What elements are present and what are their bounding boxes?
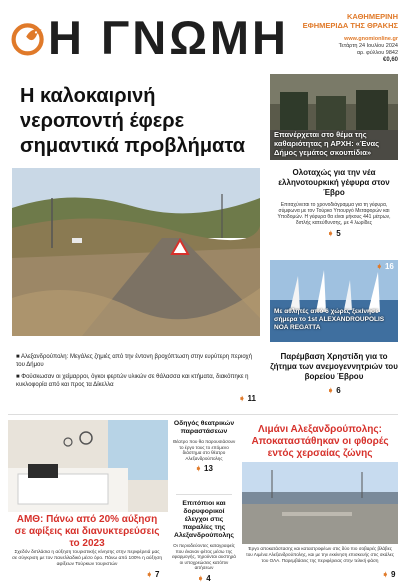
- theatre-summary: Θέατρο που θα παρουσιάσουν το έργο τους το επόμενο διάστημα στο θέατρο Αλεξανδρούπολης: [172, 439, 236, 461]
- issue-number: αρ. φύλλου 9842: [356, 50, 398, 56]
- arrow-icon: ➧: [238, 394, 246, 403]
- tourism-headline[interactable]: ΑΜΘ: Πάνω από 20% αύξηση σε αφίξεις και διανυκτερεύσεις το 2023: [14, 514, 160, 549]
- flooded-road-photo: [12, 168, 260, 336]
- regatta-page-ref[interactable]: [376, 262, 394, 271]
- issue-date: Τετάρτη 24 Ιουλίου 2024: [338, 43, 398, 49]
- port-summary: Έργο αποκατάστασης και καταστροφέων στις δύο πιο σοβαρές βλάβες του Λιμένα Αλεξανδρούπολης, και με την εκκίνηση επισκευής στις σκάλες του ΟΛΑ. Παρεμβάσεις της περιφέρειας στην τελική φάση: [245, 546, 395, 563]
- beaches-headline[interactable]: Επιτόπιοι και δορυφορικοί έλεγχοι στις παραλίες της Αλεξανδρούπολης: [174, 500, 234, 539]
- port-page-ref[interactable]: [382, 570, 395, 579]
- arrow-icon: ➧: [195, 464, 202, 474]
- main-headline[interactable]: Η καλοκαιρινή νεροποντή έφερε σημαντικά προβλήματα: [20, 85, 246, 157]
- bridge-summary: Επιταχύνεται το χρονοδιάγραμμα για τη γέφυρα, σύμφωνα με τον Τούρκο Υπουργό Μεταφορών και Υποδομών. Η γέφυρα θα είναι μήκους 441 μέτρων, διπλής κατεύθυνσης, με 4 λωρίδες: [277, 202, 391, 226]
- arrow-icon: ➧: [382, 570, 389, 579]
- masthead-meta: [288, 36, 398, 64]
- arrow-icon: ➧: [197, 573, 204, 583]
- bridge-headline[interactable]: Ολοταχώς για την νέα ελληνοτουρκική γέφυρα στον Έβρο: [278, 168, 390, 197]
- regatta-page-number: 16: [384, 262, 394, 271]
- website[interactable]: www.gnomionline.gr: [344, 36, 398, 42]
- arrow-icon: ➧: [376, 262, 383, 271]
- tourism-page-number: 7: [154, 570, 160, 579]
- arrow-icon: ➧: [327, 229, 334, 238]
- main-page-number: 11: [247, 394, 256, 403]
- theatre-story[interactable]: [172, 420, 236, 473]
- main-bullet-2: ■ Φούσκωσαν οι χείμαρροι, όγκοι φερτών υλικών σε θάλασσα και κτήματα, διακόπηκε η κυκλοφορία από και προς τα Δίκελλα: [16, 374, 256, 389]
- bird-logo-icon: [8, 14, 50, 62]
- theatre-headline[interactable]: Οδηγός θεατρικών παραστάσεων: [173, 420, 235, 435]
- windturbines-headline[interactable]: Παρέμβαση Χρηστίδη για το ζήτημα των ανεμογεννητριών του βορείου Έβρου: [270, 352, 398, 381]
- masthead-subtitle: [290, 12, 398, 30]
- tourism-summary: Σχεδόν διπλάσια η αύξηση τουριστικής κίνησης στην περιφέρειά μας σε σύγκριση με τον πανελλαδικό μέσο όρο. Πάνω από 100% η αύξηση αφίξεων Τούρκων τουριστών: [12, 550, 162, 567]
- cleanliness-caption[interactable]: Επανέρχεται στο θέμα της καθαριότητας η ΑΡΧΗ: «Ένας Δήμος γεμάτος σκουπίδια»: [274, 130, 380, 157]
- main-story[interactable]: [8, 76, 264, 408]
- port-photo: [242, 462, 398, 544]
- bridge-page-number: 5: [336, 229, 341, 238]
- arrow-icon: ➧: [146, 570, 153, 579]
- arrow-icon: ➧: [327, 386, 334, 395]
- newspaper-title: Η ΓΝΩΜΗ: [48, 11, 289, 64]
- port-page-number: 9: [390, 570, 396, 579]
- subtitle-line-2: ΕΦΗΜΕΡΙΔΑ ΤΗΣ ΘΡΑΚΗΣ: [302, 21, 398, 30]
- subtitle-line-1: ΚΑΘΗΜΕΡΙΝΗ: [346, 12, 398, 21]
- regatta-caption[interactable]: Με αθλητές από 6 χώρες ξεκίνησε σήμερα το 1st ALEXANDROUPOLIS NOA REGATTA: [274, 308, 385, 331]
- windturbines-page-ref[interactable]: [270, 386, 398, 395]
- divider: [8, 414, 398, 415]
- hotel-room-photo: [8, 420, 168, 512]
- bridge-page-ref[interactable]: [270, 229, 398, 238]
- beaches-story[interactable]: [172, 500, 236, 583]
- port-headline[interactable]: Λιμάνι Αλεξανδρούπολης: Αποκαταστάθηκαν οι φθορές εντός χερσαίας ζώνης: [251, 424, 389, 459]
- main-page-ref[interactable]: [239, 394, 256, 403]
- beaches-page-ref[interactable]: [172, 574, 236, 583]
- windturbines-page-number: 6: [336, 386, 341, 395]
- tourism-page-ref[interactable]: [146, 570, 159, 579]
- windturbines-story[interactable]: [270, 352, 398, 395]
- price: €0,60: [382, 57, 398, 63]
- theatre-page-ref[interactable]: [172, 464, 236, 473]
- theatre-page-number: 13: [204, 464, 213, 474]
- main-bullet-1: ■ Αλεξανδρούπολη: Μεγάλες ζημιές από την έντονη βροχόπτωση στην ευρύτερη περιοχή του Δήμου: [16, 354, 256, 369]
- divider: [176, 494, 232, 495]
- bridge-story[interactable]: [270, 168, 398, 238]
- beaches-page-number: 4: [206, 573, 211, 583]
- beaches-summary: Οι περιοδεύοντες καταγραφείς που έκαναν φέτος μέσω της εφαρμογής, τηρούνται αυστηρά οι υποχρεώσεις κατόπιν αιτήσεων: [172, 543, 236, 571]
